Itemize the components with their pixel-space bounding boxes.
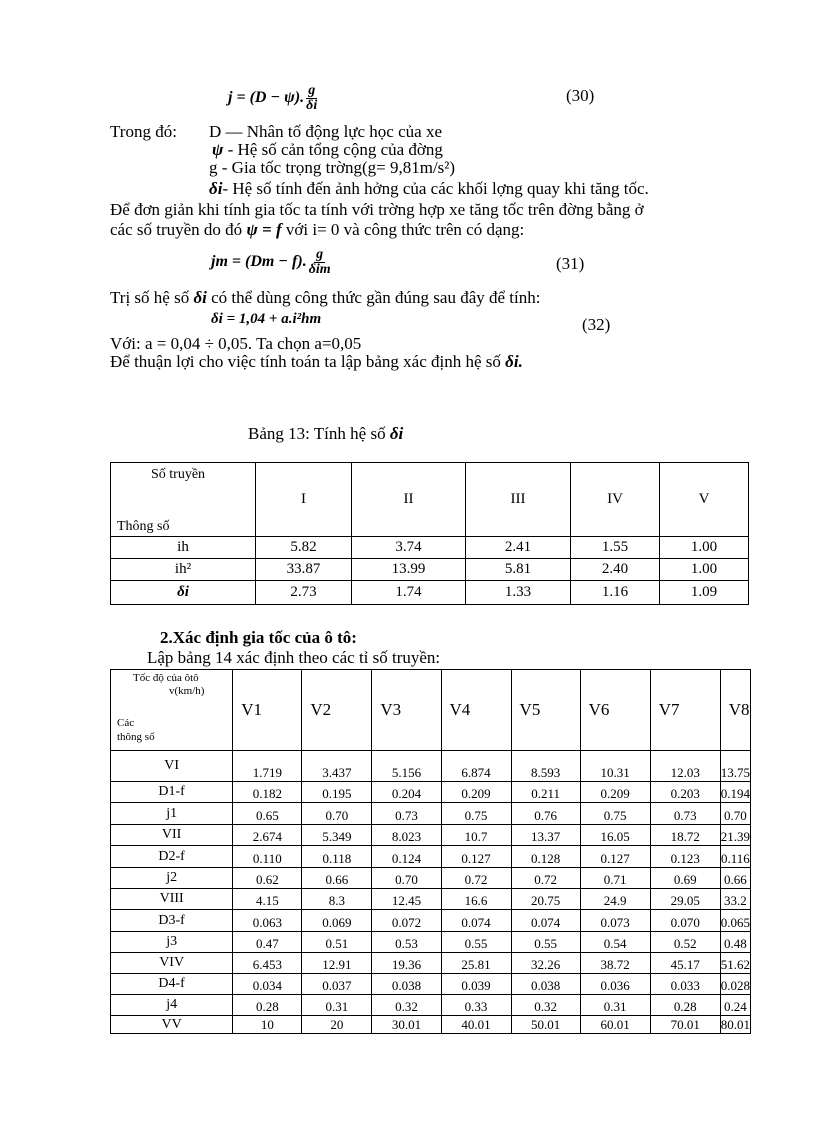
cell: 5.349 <box>302 825 372 846</box>
cell: 5.82 <box>256 537 352 559</box>
cell: 0.53 <box>372 932 441 953</box>
table-row <box>111 846 751 868</box>
row-label: j3 <box>111 932 233 953</box>
section-2-title: 2.Xác định gia tốc của ô tô: <box>160 628 357 647</box>
cell: 0.55 <box>511 932 580 953</box>
cell: 0.54 <box>580 932 650 953</box>
row-label: VIV <box>111 953 233 974</box>
cell: 13.37 <box>511 825 580 846</box>
cell: 18.72 <box>650 825 720 846</box>
cell: 0.66 <box>302 868 372 889</box>
cell: 0.118 <box>302 846 372 868</box>
table-14-header: V2 <box>302 670 372 751</box>
cell: 2.40 <box>571 559 660 581</box>
cell: 0.203 <box>650 782 720 803</box>
table-row <box>111 868 751 889</box>
table-row <box>111 1016 751 1034</box>
cell: 8.593 <box>511 751 580 782</box>
cell: 30.01 <box>372 1016 441 1034</box>
cell: 0.028 <box>720 974 750 995</box>
table-row <box>111 995 751 1016</box>
table-14-header: V3 <box>372 670 441 751</box>
table-row <box>111 537 749 559</box>
where-delta-line: δi- Hệ số tính đến ảnh hởng của các khối lợng quay khi tăng tốc. <box>209 179 649 198</box>
cell: 2.73 <box>256 581 352 605</box>
row-label: D4-f <box>111 974 233 995</box>
table-14-header: V7 <box>650 670 720 751</box>
cell: 0.037 <box>302 974 372 995</box>
table-13-header: III <box>466 463 571 537</box>
table-row <box>111 932 751 953</box>
cell: 32.26 <box>511 953 580 974</box>
cell: 38.72 <box>580 953 650 974</box>
cell: 8.023 <box>372 825 441 846</box>
cell: 0.32 <box>511 995 580 1016</box>
cell: 0.73 <box>650 803 720 825</box>
cell: 40.01 <box>441 1016 511 1034</box>
row-label: D2-f <box>111 846 233 868</box>
cell: 0.039 <box>441 974 511 995</box>
cell: 20 <box>302 1016 372 1034</box>
table-13 <box>110 462 749 605</box>
cell: 3.437 <box>302 751 372 782</box>
cell: 0.209 <box>441 782 511 803</box>
cell: 0.123 <box>650 846 720 868</box>
table-row <box>111 974 751 995</box>
cell: 0.211 <box>511 782 580 803</box>
cell: 1.74 <box>352 581 466 605</box>
equation-30: j = (D − ψ). $\frac{g}{\delta i}$ <box>228 83 318 113</box>
cell: 0.31 <box>580 995 650 1016</box>
cell: 5.156 <box>372 751 441 782</box>
cell: 0.110 <box>233 846 302 868</box>
row-label: D1-f <box>111 782 233 803</box>
cell: 0.66 <box>720 868 750 889</box>
table-row <box>111 889 751 910</box>
table-13-header: II <box>352 463 466 537</box>
cell: 21.39 <box>720 825 750 846</box>
table-row <box>111 910 751 932</box>
cell: 0.31 <box>302 995 372 1016</box>
table-14-header: V1 <box>233 670 302 751</box>
cell: 16.6 <box>441 889 511 910</box>
cell: 0.48 <box>720 932 750 953</box>
paragraph-1-line-2: các số truyền do đó ψ = f với i= 0 và công thức trên có dạng: <box>110 220 525 239</box>
paragraph-1-line-1: Để đơn giản khi tính gia tốc ta tính với trờng hợp xe tăng tốc trên đờng bằng ở <box>110 200 644 219</box>
cell: 0.24 <box>720 995 750 1016</box>
cell: 6.453 <box>233 953 302 974</box>
cell: 12.91 <box>302 953 372 974</box>
cell: 45.17 <box>650 953 720 974</box>
cell: 0.072 <box>372 910 441 932</box>
row-label: j1 <box>111 803 233 825</box>
row-label: j2 <box>111 868 233 889</box>
cell: 1.00 <box>660 559 749 581</box>
cell: 80.01 <box>720 1017 750 1032</box>
paragraph-3: Để thuận lợi cho việc tính toán ta lập bảng xác định hệ số δi. <box>110 352 523 371</box>
cell: 0.070 <box>650 910 720 932</box>
cell: 0.194 <box>720 782 750 803</box>
cell: 6.874 <box>441 751 511 782</box>
cell: 19.36 <box>372 953 441 974</box>
equation-31: jm = (Dm − f). $\frac{g}{\text{δim}}$ <box>211 247 331 277</box>
cell: 0.71 <box>580 868 650 889</box>
table-13-caption: Bảng 13: Tính hệ số δi <box>248 424 404 443</box>
cell: 2.674 <box>233 825 302 846</box>
cell: 1.33 <box>466 581 571 605</box>
equation-32-number: (32) <box>582 315 611 334</box>
cell: 33.87 <box>256 559 352 581</box>
cell: 25.81 <box>441 953 511 974</box>
cell: 2.41 <box>466 537 571 559</box>
cell: 50.01 <box>511 1016 580 1034</box>
table-row <box>111 559 749 581</box>
cell: 4.15 <box>233 889 302 910</box>
cell: 5.81 <box>466 559 571 581</box>
cell: 0.70 <box>302 803 372 825</box>
row-label: ih <box>111 537 256 559</box>
row-label: ih² <box>111 559 256 581</box>
cell: 0.195 <box>302 782 372 803</box>
row-label: VII <box>111 825 233 846</box>
cell: 1.719 <box>233 751 302 782</box>
where-psi-line: ψ - Hệ số cản tổng cộng của đờng <box>212 140 443 159</box>
table-14-header: V6 <box>580 670 650 751</box>
cell: 0.074 <box>441 910 511 932</box>
table-13-header: I <box>256 463 352 537</box>
cell: 0.033 <box>650 974 720 995</box>
cell: 10.7 <box>441 825 511 846</box>
table-14-header: V8 <box>720 670 750 751</box>
cell: 29.05 <box>650 889 720 910</box>
equation-30-number: (30) <box>566 86 595 105</box>
equation-32: δi = 1,04 + a.i²hm <box>211 311 322 327</box>
cell: 0.62 <box>233 868 302 889</box>
cell: 1.00 <box>660 537 749 559</box>
cell: 0.33 <box>441 995 511 1016</box>
equation-31-number: (31) <box>556 254 585 273</box>
table-row <box>111 825 751 846</box>
cell: 0.116 <box>720 846 750 868</box>
table-row <box>111 751 751 782</box>
cell: 0.76 <box>511 803 580 825</box>
cell: 13.99 <box>352 559 466 581</box>
cell: 0.55 <box>441 932 511 953</box>
cell: 0.28 <box>233 995 302 1016</box>
cell: 0.127 <box>441 846 511 868</box>
cell: 0.063 <box>233 910 302 932</box>
row-label: δi <box>111 581 256 605</box>
cell: 3.74 <box>352 537 466 559</box>
with-line: Với: a = 0,04 ÷ 0,05. Ta chọn a=0,05 <box>110 334 362 353</box>
cell: 8.3 <box>302 889 372 910</box>
cell: 70.01 <box>650 1016 720 1034</box>
where-g-line: g - Gia tốc trọng trờng(g= 9,81m/s²) <box>209 158 456 177</box>
cell: 13.75 <box>720 751 750 782</box>
cell: 0.034 <box>233 974 302 995</box>
cell: 0.75 <box>580 803 650 825</box>
cell: 0.124 <box>372 846 441 868</box>
cell: 0.127 <box>580 846 650 868</box>
cell: 12.03 <box>650 751 720 782</box>
cell: 1.09 <box>660 581 749 605</box>
cell: 0.69 <box>650 868 720 889</box>
cell: 0.51 <box>302 932 372 953</box>
cell: 0.75 <box>441 803 511 825</box>
cell: 10 <box>233 1016 302 1034</box>
cell: 0.73 <box>372 803 441 825</box>
row-label: D3-f <box>111 910 233 932</box>
table-row <box>111 953 751 974</box>
where-intro: Trong đó: <box>110 122 177 141</box>
cell: 0.038 <box>372 974 441 995</box>
table-row <box>111 803 751 825</box>
row-label: VIII <box>111 889 233 910</box>
cell: 0.47 <box>233 932 302 953</box>
cell: 1.16 <box>571 581 660 605</box>
table-row <box>111 782 751 803</box>
cell: 33.2 <box>720 889 750 910</box>
cell: 20.75 <box>511 889 580 910</box>
where-d-line: D — Nhân tố động lực học của xe <box>209 122 442 141</box>
cell: 0.70 <box>720 803 750 825</box>
cell: 0.074 <box>511 910 580 932</box>
table-13-corner: Số truyền Thông số <box>111 463 256 537</box>
row-label: VV <box>111 1016 233 1034</box>
table-14-header: V4 <box>441 670 511 751</box>
cell: 16.05 <box>580 825 650 846</box>
cell: 60.01 <box>580 1016 650 1034</box>
cell: 0.036 <box>580 974 650 995</box>
cell: 51.62 <box>720 953 750 974</box>
row-label: VI <box>111 751 233 782</box>
cell: 0.32 <box>372 995 441 1016</box>
cell: 0.28 <box>650 995 720 1016</box>
cell: 0.073 <box>580 910 650 932</box>
table-14 <box>110 669 751 1034</box>
row-label: j4 <box>111 995 233 1016</box>
cell: 0.209 <box>580 782 650 803</box>
table-row <box>111 581 749 605</box>
cell: 0.128 <box>511 846 580 868</box>
cell: 1.55 <box>571 537 660 559</box>
cell: 10.31 <box>580 751 650 782</box>
table-13-header: IV <box>571 463 660 537</box>
cell: 0.204 <box>372 782 441 803</box>
cell: 0.65 <box>233 803 302 825</box>
cell: 0.72 <box>441 868 511 889</box>
cell: 0.065 <box>720 910 750 932</box>
table-14-corner: Tốc độ của ôtô v(km/h) Các thông số <box>111 670 233 751</box>
table-13-header: V <box>660 463 749 537</box>
cell: 0.52 <box>650 932 720 953</box>
cell: 0.069 <box>302 910 372 932</box>
cell: 12.45 <box>372 889 441 910</box>
cell: 0.72 <box>511 868 580 889</box>
cell: 0.70 <box>372 868 441 889</box>
table-14-header: V5 <box>511 670 580 751</box>
paragraph-2: Trị số hệ số δi có thể dùng công thức gần đúng sau đây để tính: <box>110 288 541 307</box>
section-2-subtitle: Lập bảng 14 xác định theo các tỉ số truyền: <box>147 648 441 667</box>
cell: 0.038 <box>511 974 580 995</box>
cell: 0.182 <box>233 782 302 803</box>
cell: 24.9 <box>580 889 650 910</box>
